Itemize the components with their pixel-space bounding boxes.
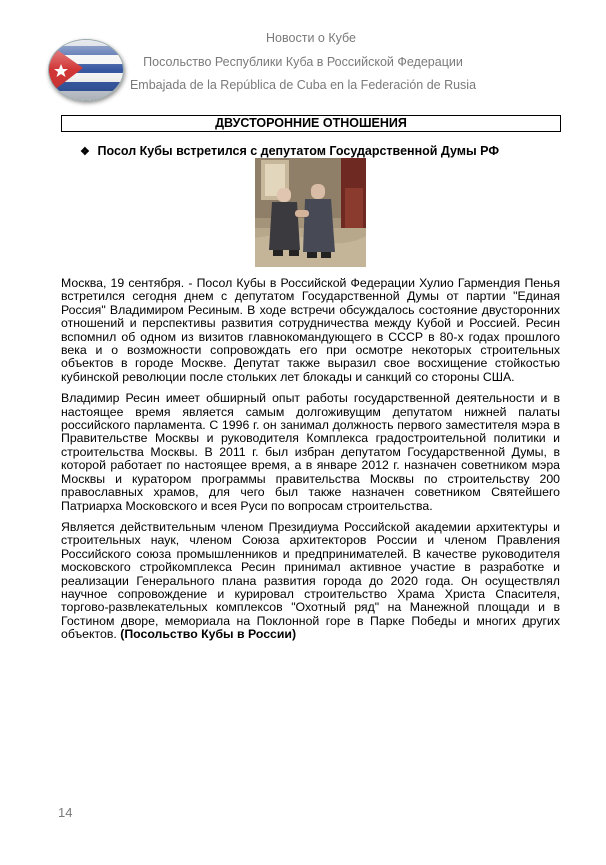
header-embassy-ru: Посольство Республики Куба в Российской Федерации xyxy=(143,55,463,69)
article-title xyxy=(80,144,499,158)
page-number: 14 xyxy=(58,805,73,820)
article-paragraph-text: Является действительным членом Президиума Российской академии архитектуры и строительных наук, членом Союза архитекторов России и членом Правления Российского союза промышленников и предпринимателей. В качестве руководителя московского стройкомплекса Ресин принимал активное участие в разработке и реализации Генерального плана развития города до 2020 года. Он осуществлял научное сопровождение и курировал строительство Храма Христа Спасителя, торгово-развлекательных комплексов "Охотный ряд" на Манежной площади и в Гостином дворе, мемориала на Поклонной горе в Парке Победы и многих других объектов. xyxy=(61,519,560,642)
article-paragraph xyxy=(61,521,560,642)
header-embassy-es: Embajada de la República de Cuba en la Federación de Rusia xyxy=(129,78,477,92)
page-header xyxy=(0,28,606,103)
header-title: Новости о Кубе xyxy=(266,31,356,45)
article-photo xyxy=(255,158,366,267)
article-paragraph: Владимир Ресин имеет обширный опыт работы государственной деятельности и в настоящее время является самым долгоживущим депутатом нижней палаты российского парламента. С 1996 г. он занимал должность первого заместителя мэра в Правительстве Москвы и руководителя Комплекса градостроительной политики и строительства Москвы. В 2011 г. был избран депутатом Государственной Думы, в которой работает по настоящее время, а в январе 2012 г. назначен советником мэра Москвы и куратором программы правительства Москвы по строительству 200 православных храмов, для чего был также назначен советником Святейшего Патриарха Московского и всея Руси по вопросам строительства. xyxy=(61,391,560,513)
section-title: ДВУСТОРОННИЕ ОТНОШЕНИЯ xyxy=(61,115,561,132)
article-paragraph: Москва, 19 сентября. - Посол Кубы в Российской Федерации Хулио Гармендия Пенья встретился сегодня днем с депутатом Государственной Думы от партии "Единая Россия" Владимиром Ресиным. В ходе встречи обсуждалось состояние двусторонних отношений и перспективы развития сотрудничества между Кубой и Россией. Ресин вспомнил об одном из визитов главнокомандующего в СССР в 80-х годах прошлого века и о возможности сопровождать его при осмотре некоторых строительных объектов в городе Москве. Депутат также выразил свое восхищение стойкостью кубинской революции после стольких лет блокады и санкций со стороны США. xyxy=(61,276,560,384)
article-body xyxy=(61,277,560,650)
article-source: (Посольство Кубы в России) xyxy=(120,627,297,642)
bullet-diamond-icon: ❖ xyxy=(80,146,90,158)
article-title-text: Посол Кубы встретился с депутатом Государственной Думы РФ xyxy=(97,144,500,158)
